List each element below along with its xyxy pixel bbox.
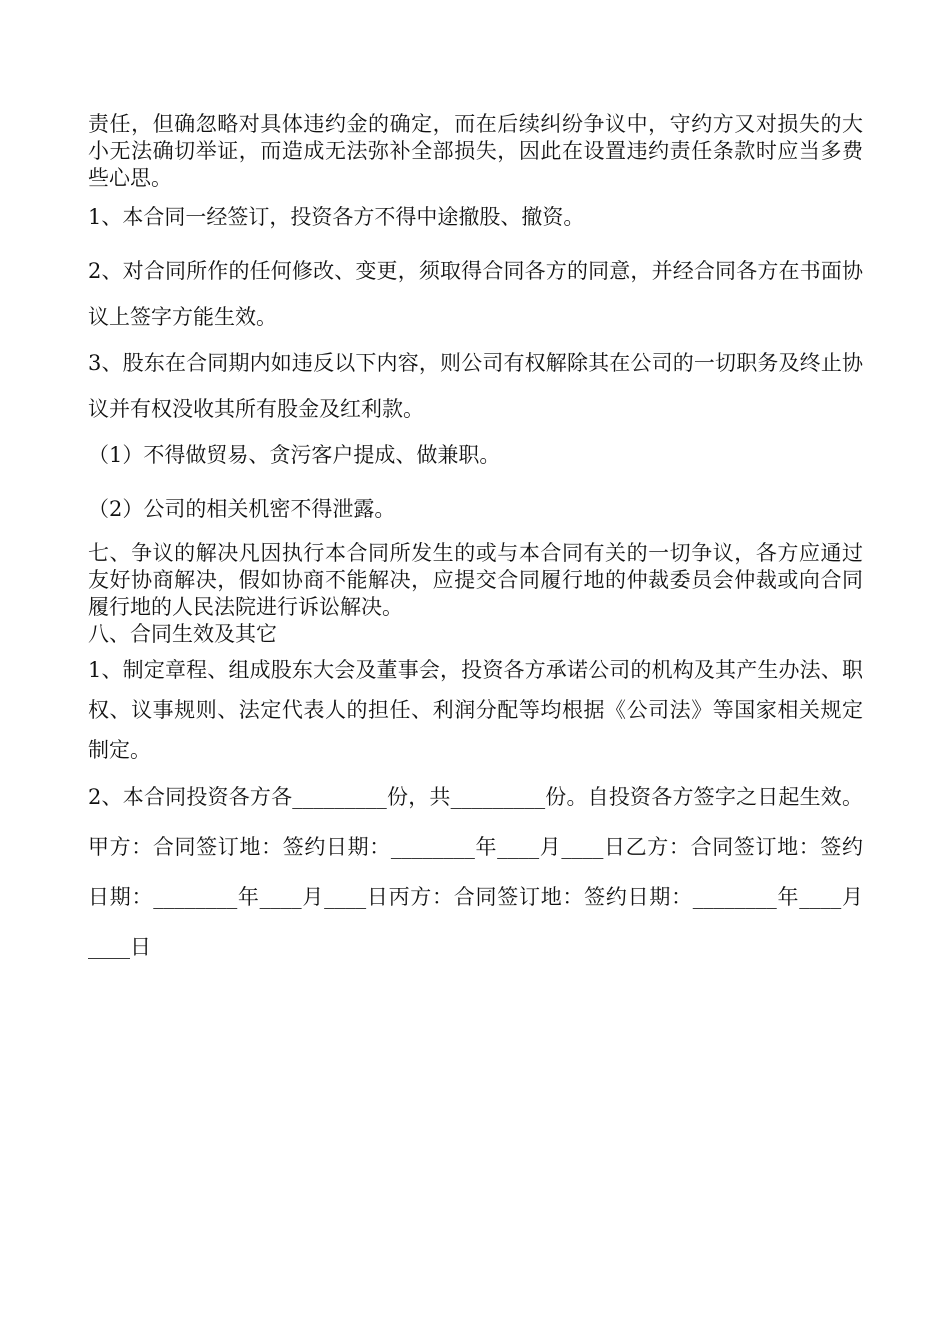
- paragraph-clause-2: 2、对合同所作的任何修改、变更，须取得合同各方的同意，并经合同各方在书面协议上签字方能生效。: [88, 259, 863, 329]
- paragraph-dispute-resolution: 七、争议的解决凡因执行本合同所发生的或与本合同有关的一切争议，各方应通过友好协商解决，假如协商不能解决，应提交合同履行地的仲裁委员会仲裁或向合同履行地的人民法院进行诉讼解决。: [88, 541, 863, 619]
- paragraph-clause-1: 1、本合同一经签订，投资各方不得中途撤股、撤资。: [88, 205, 585, 229]
- paragraph-effect-clause-1: 1、制定章程、组成股东大会及董事会，投资各方承诺公司的机构及其产生办法、职权、议事规则、法定代表人的担任、利润分配等均根据《公司法》等国家相关规定制定。: [88, 658, 863, 762]
- paragraph-clause-3: 3、股东在合同期内如违反以下内容，则公司有权解除其在公司的一切职务及终止协议并有权没收其所有股金及红利款。: [88, 351, 863, 421]
- document-page: [88, 111, 863, 972]
- paragraph-liability-note: 责任，但确忽略对具体违约金的确定，而在后续纠纷争议中，守约方又对损失的大小无法确切举证，而造成无法弥补全部损失，因此在设置违约责任条款时应当多费些心思。: [88, 112, 863, 190]
- paragraph-effect-clause-2-signatures: 2、本合同投资各方各_________份，共_________份。自投资各方签字之日起生效。甲方：合同签订地：签约日期：________年____月____日乙方：合同签订地：签约日期：________年____月____日丙方：合同签订地：签约日期：________年____月____日: [88, 785, 863, 959]
- section-heading-effectiveness: 八、合同生效及其它: [88, 622, 277, 646]
- paragraph-subclause-1: （1）不得做贸易、贪污客户提成、做兼职。: [88, 443, 501, 467]
- paragraph-subclause-2: （2）公司的相关机密不得泄露。: [88, 497, 396, 521]
